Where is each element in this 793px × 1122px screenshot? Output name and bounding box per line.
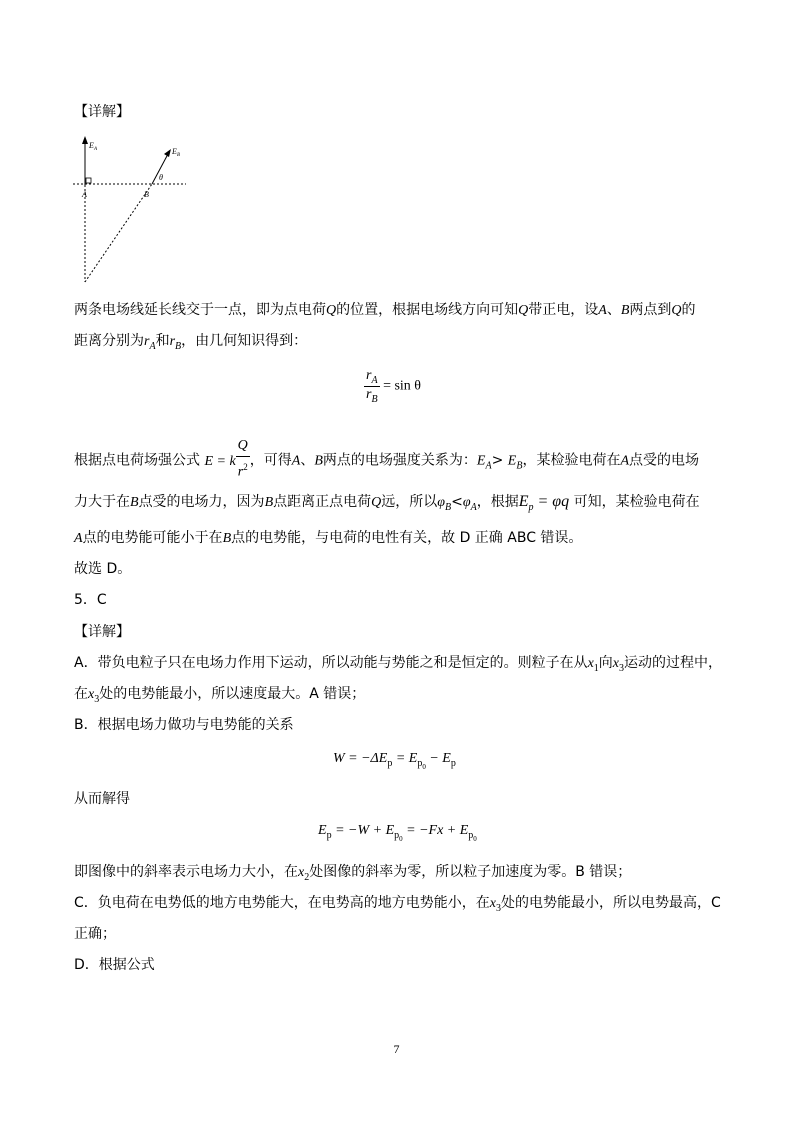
subscript: B [516,460,523,472]
detail-heading-2: 【详解】 [74,624,130,640]
subscript: A [149,340,156,352]
var-q: Q [326,303,337,318]
label-point-b: B [144,190,149,199]
text: 距离分别为 [74,333,144,349]
label-theta: θ [159,173,163,182]
var-x: x [587,656,594,671]
text: 处的电势能最小，所以速度最大。A 错误； [99,686,366,702]
page-number: 7 [393,1042,400,1056]
subscript: A [485,460,492,472]
text: C．负电荷在电势低的地方电势能大，在电势高的地方电势能小，在 [74,895,490,911]
var-phi: φ [462,495,471,510]
subscript: 0 [399,834,403,843]
text: 即图像中的斜率表示电场力大小，在 [74,864,298,880]
subscript: 0 [473,834,477,843]
text: A．带负电粒子只在电场力作用下运动，所以动能与势能之和是恒定的。则粒子在从 [74,655,588,671]
denominator: r [366,386,372,402]
paragraph-2-line-1 [74,438,699,485]
item-a-line-1 [74,653,722,679]
var-b: B [314,453,323,469]
formula-field-strength [204,438,249,480]
formula-part: − E [425,751,451,766]
text: 点的电势能，与电荷的电性有关，故 D 正确 ABC 错误。 [231,530,583,546]
right-angle-marker [86,178,91,183]
var-b: B [130,495,139,510]
greater-than: > [491,452,504,469]
electric-field-diagram [70,130,200,290]
item-c-line-1 [74,893,721,919]
var-e: E [518,493,529,510]
text: 和 [155,333,170,349]
subscript: B [371,393,378,405]
arrow-head-a [82,136,88,144]
text: 点的电势能可能小于在 [82,530,223,546]
paragraph-2-line-3 [74,528,582,549]
item-d-line-1: D．根据公式 [74,957,155,973]
paragraph-1-line-2 [74,331,307,357]
arrow-head-b [164,149,171,157]
subscript: 3 [619,662,625,674]
var-x: x [489,896,496,911]
label-point-a: A [82,190,87,199]
var-q: Q [671,303,682,318]
subscript: B [445,501,452,513]
var-e: E [507,453,517,469]
answer-4: 故选 D。 [74,561,132,577]
text: 点受的电场力，因为 [138,494,265,510]
formula-lhs: E = k [204,453,236,469]
label-ea-sub: A [94,147,98,152]
formula-part: = E [392,751,418,766]
text: 运动的过程中， [624,655,723,671]
subscript: 0 [422,762,426,771]
text: 处图像的斜率为零，所以粒子加速度为零。B 错误； [309,864,632,880]
text: 在 [74,686,88,702]
var-x: x [612,656,620,671]
var-e: E [476,453,486,469]
var-q: Q [371,495,382,510]
var-b: B [222,531,232,546]
formula-ratio [364,368,421,405]
paragraph-1-line-1 [74,300,696,321]
subscript: 1 [593,662,599,674]
formula-part: W = −ΔE [333,751,388,766]
text: 远，所以 [381,494,438,510]
var-phi: φ [437,495,445,510]
subscript: 2 [304,871,310,883]
var-x: x [298,865,305,880]
var-x: x [88,687,95,702]
subscript: A [371,374,378,386]
denominator: r [237,464,244,480]
subscript: p [417,757,423,769]
subscript: p [394,829,400,841]
formula-rhs: = φq [533,493,570,510]
var-b: B [620,303,630,318]
formula-part: E [318,823,327,838]
text: 带正电，设 [528,302,599,318]
text: 、 [606,302,621,318]
var-a: A [291,453,301,469]
var-r: r [169,334,176,349]
subscript: p [450,757,456,769]
subscript: 3 [94,693,100,705]
subscript: B [175,340,182,352]
item-c-line-2: 正确； [74,926,116,942]
var-a: A [598,303,607,318]
subscript: p [387,757,393,769]
paragraph-2-line-2 [74,492,700,518]
text: 点距离正点电荷 [273,494,372,510]
var-a: A [620,453,630,469]
detail-heading-1: 【详解】 [74,104,130,120]
numerator: r [366,368,372,383]
subscript: p [326,829,332,841]
var-b: B [264,495,274,510]
item-b-line-1: B．根据电场力做功与电势能的关系 [74,717,294,733]
text: 点受的电场 [629,452,700,469]
text: 根据点电荷场强公式 [74,452,200,469]
subscript: A [470,501,477,513]
less-than: < [451,494,463,510]
superscript: 2 [243,462,248,472]
formula-part: = −Fx + E [402,823,469,838]
text: 、 [300,452,315,469]
text: 两点的电场强度关系为： [322,452,477,469]
var-q: Q [518,303,529,318]
formula-part: = −W + E [331,823,395,838]
text: ，某检验电荷在 [522,452,621,469]
text: 力大于在 [74,494,130,510]
text: 的 [681,302,696,318]
question-5-title: 5．C [74,592,107,608]
text: 两条电场线延长线交于一点，即为点电荷 [74,302,326,318]
formula-work [333,751,456,771]
text: 处的电势能最小，所以电势最高，C [501,895,721,911]
text: 向 [598,655,613,671]
text: ，由几何知识得到： [181,333,308,349]
item-b-line-3 [74,862,631,888]
text: ，根据 [476,494,519,510]
subscript: 3 [496,902,501,914]
formula-rhs: = sin θ [383,378,422,394]
label-eb-sub: B [177,153,181,158]
dashed-diagonal [85,184,152,282]
var-r: r [144,334,150,349]
subscript: p [468,829,474,841]
var-a: A [74,531,83,546]
subscript: p [528,501,534,513]
label-ea: E [89,141,94,150]
text: 可知，某检验电荷在 [569,494,700,510]
item-a-line-2 [74,684,365,710]
item-b-line-2: 从而解得 [74,791,130,807]
numerator: Q [236,436,250,457]
text: ，可得 [249,452,292,469]
text: 两点到 [629,302,672,318]
label-eb: E [172,147,177,156]
formula-potential-energy [318,823,477,843]
text: 的位置，根据电场线方向可知 [336,302,519,318]
